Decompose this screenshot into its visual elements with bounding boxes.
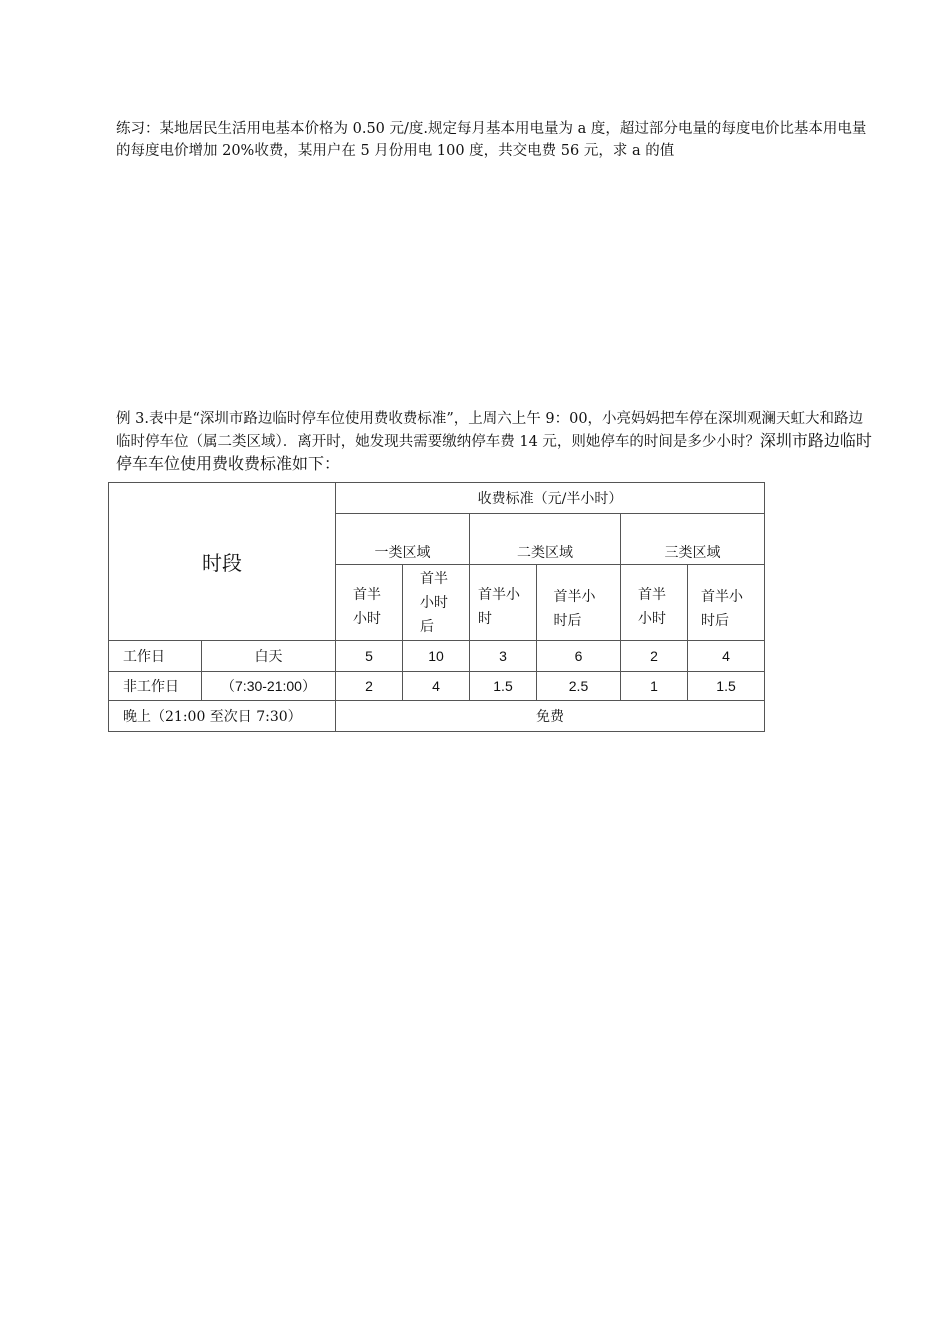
- workday-zone-1-first: 5: [336, 641, 403, 672]
- zone-1-header: 一类区域: [336, 514, 470, 565]
- workday-zone-3-after: 4: [688, 641, 765, 672]
- zone-1-after-first-half-hour: 首半小时后: [403, 565, 470, 641]
- zone-3-header: 三类区域: [621, 514, 765, 565]
- night-value: 免费: [336, 701, 765, 732]
- example-text: [116, 408, 876, 476]
- standard-header: 收费标准（元/半小时）: [336, 483, 765, 514]
- daytime-label: 白天: [202, 641, 336, 672]
- example-question: 例 3.表中是“深圳市路边临时停车位使用费收费标准”，上周六上午 9：00，小亮妈妈把车停在深圳观澜天虹大和路边临时停车位（属二类区域）．离开时，她发现共需要缴纳停车费 14 元，则她停车的时间是多少小时？: [116, 411, 864, 450]
- parking-fee-table: [108, 482, 765, 732]
- workday-label: 工作日: [109, 641, 202, 672]
- zone-2-first-half-hour: 首半小时: [470, 565, 537, 641]
- workday-zone-2-after: 6: [537, 641, 621, 672]
- workday-zone-3-first: 2: [621, 641, 688, 672]
- zone-2-header: 二类区域: [470, 514, 621, 565]
- nonworkday-zone-3-after: 1.5: [688, 672, 765, 701]
- table-caption: 深圳市路边临时停车车位使用费收费标准如下：: [116, 431, 872, 473]
- zone-1-first-half-hour: 首半小时: [336, 565, 403, 641]
- nonworkday-zone-1-after: 4: [403, 672, 470, 701]
- nonworkday-zone-2-after: 2.5: [537, 672, 621, 701]
- workday-zone-2-first: 3: [470, 641, 537, 672]
- zone-3-first-half-hour: 首半小时: [621, 565, 688, 641]
- zone-3-after-first-half-hour: 首半小时后: [688, 565, 765, 641]
- nonworkday-zone-3-first: 1: [621, 672, 688, 701]
- nonworkday-zone-1-first: 2: [336, 672, 403, 701]
- zone-2-after-first-half-hour: 首半小时后: [537, 565, 621, 641]
- night-label: 晚上（21:00 至次日 7:30）: [109, 701, 336, 732]
- exercise-text: 练习：某地居民生活用电基本价格为 0.50 元/度.规定每月基本用电量为 a 度，超过部分电量的每度电价比基本用电量的每度电价增加 20%收费，某用户在 5 月份用电 100 度，共交电费 56 元，求 a 的值: [116, 121, 867, 159]
- nonworkday-label: 非工作日: [109, 672, 202, 701]
- nonworkday-zone-2-first: 1.5: [470, 672, 537, 701]
- daytime-range: （7:30-21:00）: [202, 672, 336, 701]
- period-header: 时段: [109, 483, 336, 641]
- workday-zone-1-after: 10: [403, 641, 470, 672]
